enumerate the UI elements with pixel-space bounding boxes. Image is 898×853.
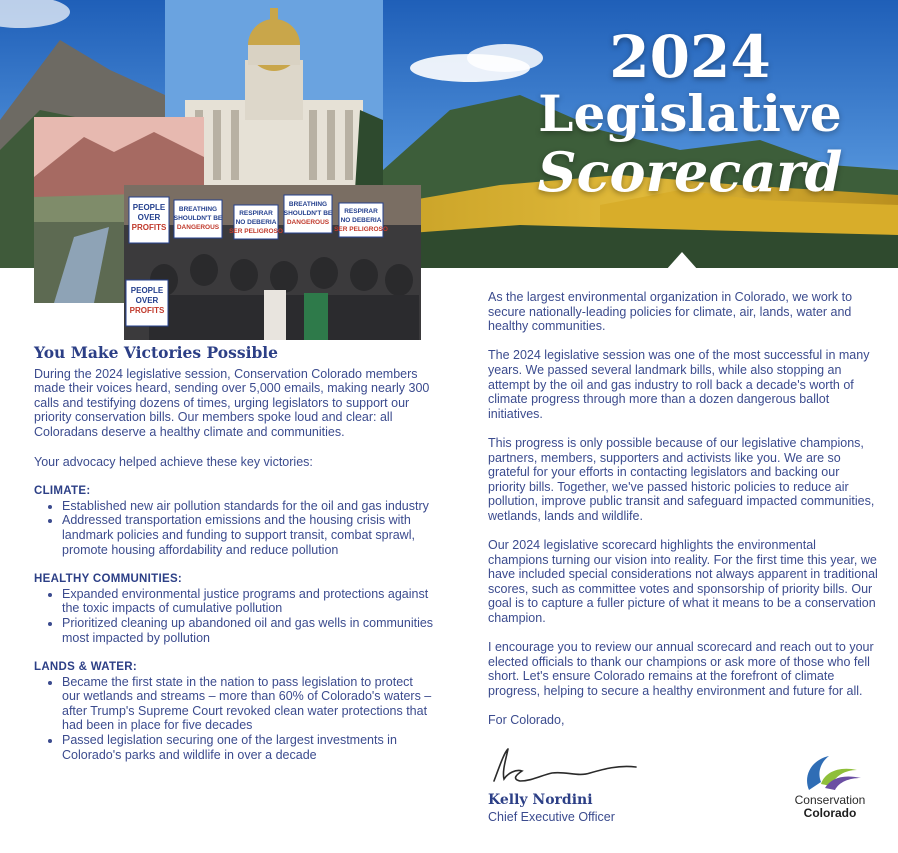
title-year: 2024 [609,23,771,91]
signer-title: Chief Executive Officer [488,810,615,824]
healthy-communities-list [34,587,434,645]
logo-swoosh-icon [795,750,865,794]
scorecard-title [510,23,870,204]
left-column [34,343,434,762]
list-item: • Passed legislation securing one of the largest investments in Colorado's parks and wildlife in over a decade [62,733,434,762]
rally-photo [124,185,421,340]
advocacy-line: Your advocacy helped achieve these key victories: [34,454,313,469]
sign-breathing: BREATHING SHOULDN'T BE DANGEROUS [173,206,223,231]
conservation-colorado-logo [785,750,875,830]
climate-list [34,499,434,557]
letter-paragraph: As the largest environmental organization in Colorado, we work to secure nationally-leading policies for climate, air, lands, water and healthy communities. [488,290,853,334]
list-item: • Prioritized cleaning up abandoned oil and gas wells in communities most impacted by pollution [62,616,434,645]
title-main: Legislative [538,84,842,143]
signature-mark [486,745,656,789]
svg-text:RESPIRARNO DEBERIASER PELIGROS: RESPIRAR NO DEBERIA SER PELIGROSO [334,208,388,233]
list-item: • Established new air pollution standards for the oil and gas industry [62,499,434,514]
letter-paragraph: The 2024 legislative session was one of the most successful in many years. We passed several landmark bills, while also stopping an attempt by the oil and gas industry to roll back a decade's worth of climate progress through more than a dozen dangerous ballot initiatives. [488,348,870,421]
category-climate: CLIMATE: [34,485,91,498]
closing-line: For Colorado, [488,713,565,728]
signer-name: Kelly Nordini [488,792,593,808]
sign-people-over-profits: PEOPLE OVER PROFITS [131,203,167,232]
letter-paragraph: This progress is only possible because of our legislative champions, partners, members, supporters and activists like you. We are so grateful for your efforts in contacting legislators and backing our priority bills. Together, we've passed historic policies to reduce air pollution, improve public transit and safeguard impacted communities, wetlands, lands and wildlife. [488,435,875,523]
list-item: • Became the first state in the nation to pass legislation to protect our wetlands and streams – more than 60% of Colorado's waters – after Trump's Supreme Court revoked clean water protections that had been in place for five decades [62,675,434,733]
category-healthy-communities: HEALTHY COMMUNITIES: [34,573,183,586]
logo-text-line1: Conservation [794,793,866,807]
intro-paragraph: During the 2024 legislative session, Conservation Colorado members made their voices heard, sending over 5,000 emails, making nearly 300 calls and testifying dozens of times, urging legislators to support our priority conservation bills. Our members spoke loud and clear: all Coloradans deserve a healthy climate and communities. [34,366,430,439]
svg-text:BREATHINGSHOULDN'T BEDANGEROUS: BREATHING SHOULDN'T BE DANGEROUS [283,201,333,226]
logo-text-line2: Colorado [803,806,857,820]
lands-water-list [34,675,434,763]
category-lands-water: LANDS & WATER: [34,661,138,674]
right-column [488,290,878,742]
sign-respirar: RESPIRAR NO DEBERIA SER PELIGROSO [229,210,283,235]
list-item: • Addressed transportation emissions and the housing crisis with landmark policies and funding to support transit, combat sprawl, promote housing affordability and reduce pollution [62,513,434,557]
list-item: • Expanded environmental justice programs and protections against the toxic impacts of cumulative pollution [62,587,434,616]
letter-paragraph: Our 2024 legislative scorecard highlights the environmental champions turning our vision into reality. For the first time this year, we have included special considerations not always apparent in traditional scores, such as committee votes and sponsorship of priority bills. Our goal is to capture a fuller picture of what it means to be a conservation champion. [488,538,878,626]
svg-text:PEOPLEOVERPROFITS: PEOPLE OVER PROFITS [129,286,165,315]
section-heading: You Make Victories Possible [34,343,279,362]
letter-paragraph: I encourage you to review our annual scorecard and reach out to your elected officials to thank our champions or ask more of those who fell short. Let's ensure Colorado remains at the forefront of climate progress, helping to secure a healthy environment and future for all. [488,640,874,699]
title-sub: Scorecard [537,140,843,204]
